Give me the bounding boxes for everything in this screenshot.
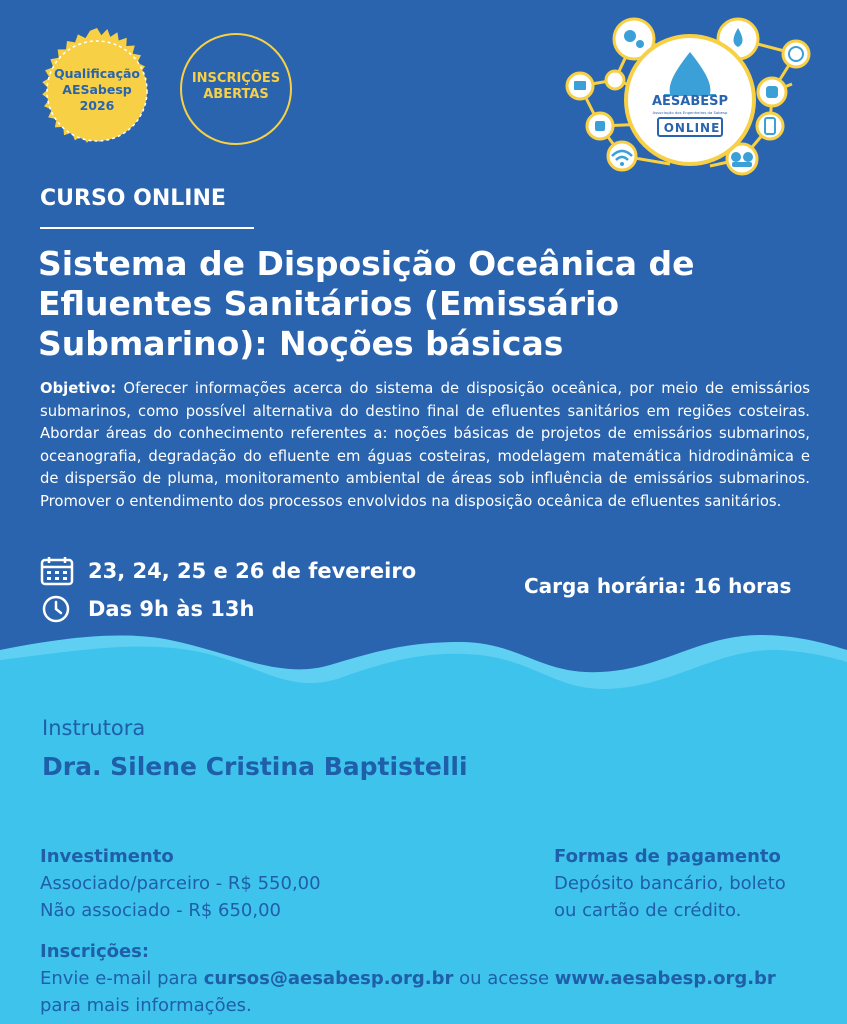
price-non-member: Não associado - R$ 650,00	[40, 900, 281, 921]
objective-label: Objetivo:	[40, 380, 117, 397]
course-type-label: CURSO ONLINE	[40, 186, 226, 211]
qualification-seal-text: Qualificação AESabesp 2026	[53, 66, 141, 113]
logo-online-label: ONLINE	[663, 121, 721, 135]
instructor-name: Dra. Silene Cristina Baptistelli	[42, 752, 468, 781]
course-title: Sistema de Disposição Oceânica de Efluentes Sanitários (Emissário Submarino): Noções básicas	[38, 244, 695, 363]
logo-name: AESABESP	[651, 94, 729, 109]
course-time: Das 9h às 13h	[88, 597, 255, 621]
registration-website-link[interactable]: www.aesabesp.org.br	[554, 968, 776, 989]
payment-line-1: Depósito bancário, boleto	[554, 873, 786, 894]
course-workload: Carga horária: 16 horas	[524, 574, 792, 598]
registration-email-link[interactable]: cursos@aesabesp.org.br	[203, 968, 454, 989]
registration-suffix: para mais informações.	[40, 995, 252, 1016]
course-dates: 23, 24, 25 e 26 de fevereiro	[88, 559, 417, 583]
registrations-open-text: INSCRIÇÕES ABERTAS	[191, 71, 281, 102]
investment-heading: Investimento	[40, 846, 174, 867]
payment-heading: Formas de pagamento	[554, 846, 781, 867]
registration-line	[40, 968, 776, 989]
course-objective	[40, 378, 810, 513]
objective-text: Oferecer informações acerca do sistema de disposição oceânica, por meio de emissários submarinos, como possível alternativa do destino final de efluentes sanitários em regiões costeiras. Abordar áreas do conhecimento referentes a: noções básicas de projetos de emissários submarinos, oceanografia, degradação do efluente em águas costeiras, modelagem matemática hidrodinâmica e de dispersão de pluma, monitoramento ambiental de áreas sob influência de emissários submarinos. Promover o entendimento dos processos envolvidos na disposição oceânica de efluentes sanitários.	[40, 380, 810, 510]
course-dates-row	[40, 556, 416, 586]
logo-subtitle: Associação dos Engenheiros da Sabesp	[652, 110, 728, 115]
registration-prefix: Envie e-mail para	[40, 968, 204, 989]
payment-line-2: ou cartão de crédito.	[554, 900, 742, 921]
instructor-label: Instrutora	[42, 716, 146, 740]
course-time-row	[40, 594, 254, 624]
clock-icon	[40, 594, 74, 624]
registration-middle: ou acesse	[453, 968, 555, 989]
calendar-icon	[40, 556, 74, 586]
registration-heading: Inscrições:	[40, 941, 150, 962]
course-type-underline	[40, 227, 254, 229]
price-member: Associado/parceiro - R$ 550,00	[40, 873, 321, 894]
